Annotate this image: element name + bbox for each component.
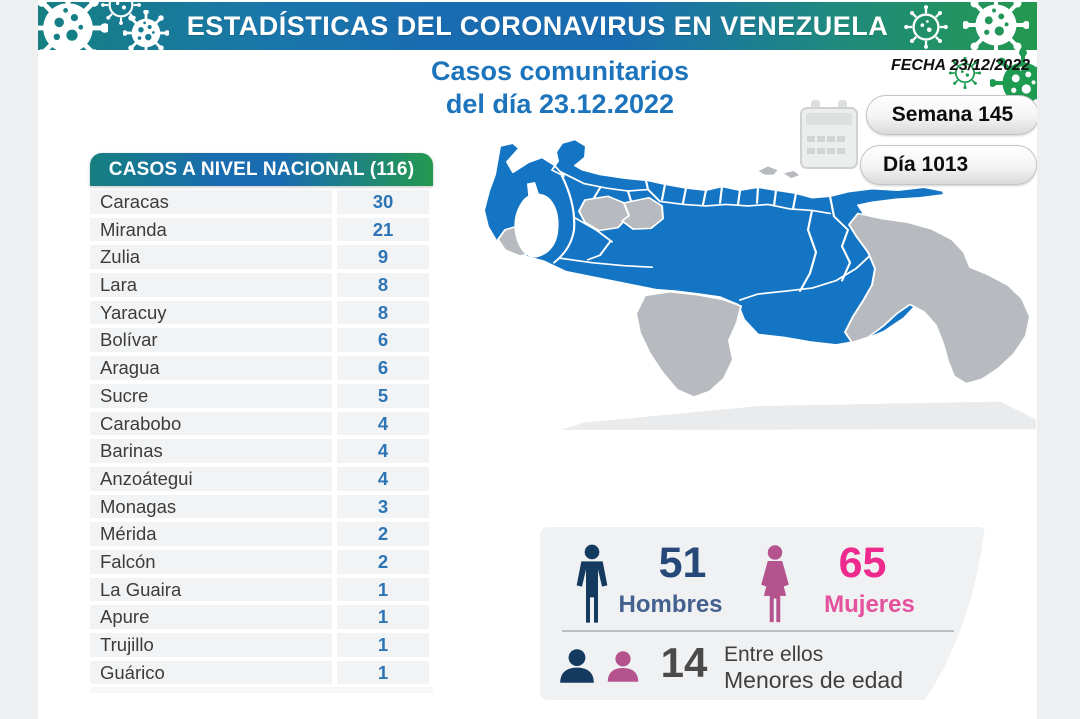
day-badge: Día 1013: [860, 145, 1037, 185]
map-inactive-cojedes: [622, 198, 663, 229]
state-cases: 4: [337, 412, 429, 436]
map-inactive-delta-essequibo: [845, 213, 1030, 383]
state-name: Guárico: [90, 661, 332, 685]
page-title: ESTADÍSTICAS DEL CORONAVIRUS EN VENEZUELA: [186, 10, 889, 41]
state-cases: 8: [337, 273, 429, 297]
state-cases: 1: [337, 578, 429, 602]
table-row: [90, 495, 433, 519]
minors-text: [724, 643, 903, 694]
state-name: Miranda: [90, 218, 332, 242]
table-row: [90, 439, 433, 463]
state-name: Caracas: [90, 190, 332, 214]
subtitle: [310, 55, 810, 121]
state-name: Monagas: [90, 495, 332, 519]
state-name: Sucre: [90, 384, 332, 408]
women-label: Mujeres: [824, 591, 915, 618]
table-row: [90, 522, 433, 546]
minors-line2: Menores de edad: [724, 667, 904, 693]
state-name: Barinas: [90, 439, 332, 463]
minors-count: 14: [660, 639, 708, 686]
table-row: [90, 384, 433, 408]
state-cases: 4: [337, 439, 429, 463]
table-row: [90, 412, 433, 436]
woman-icon: [752, 542, 798, 626]
state-name: Apure: [90, 605, 332, 629]
panel-curl-decoration: [925, 527, 1040, 700]
table-row: [90, 661, 433, 685]
virus-icon: [123, 10, 169, 50]
map-inactive-amazonas: [636, 292, 741, 397]
table-row: [90, 190, 433, 214]
bust-woman-icon: [604, 651, 642, 682]
table-row: [90, 218, 433, 242]
subtitle-line2: del día 23.12.2022: [445, 89, 675, 119]
state-name: Trujillo: [90, 633, 332, 657]
venezuela-map: [470, 135, 1040, 533]
state-name: La Guaira: [90, 578, 332, 602]
state-name: Aragua: [90, 356, 332, 380]
state-cases: 2: [337, 522, 429, 546]
virus-icon: [903, 4, 949, 50]
state-cases: 8: [337, 301, 429, 325]
state-cases: 4: [337, 467, 429, 491]
table-title: CASOS A NIVEL NACIONAL (116): [90, 153, 433, 186]
map-shadow: [560, 402, 1036, 430]
state-name: Bolívar: [90, 328, 332, 352]
men-label: Hombres: [618, 591, 723, 618]
table-footer-shadow: [90, 687, 433, 693]
bust-man-icon: [556, 649, 598, 683]
minors-line1: Entre ellos: [724, 643, 824, 666]
state-name: Falcón: [90, 550, 332, 574]
state-cases: 30: [337, 190, 429, 214]
calendar-icon: [797, 96, 861, 172]
state-cases: 6: [337, 356, 429, 380]
state-name: Lara: [90, 273, 332, 297]
table-row: [90, 578, 433, 602]
virus-icon: [38, 2, 108, 50]
state-cases: 21: [337, 218, 429, 242]
state-cases: 9: [337, 245, 429, 269]
table-row: [90, 328, 433, 352]
state-name: Yaracuy: [90, 301, 332, 325]
table-row: [90, 605, 433, 629]
state-cases: 1: [337, 605, 429, 629]
subtitle-line1: Casos comunitarios: [430, 56, 690, 86]
left-margin-strip: [0, 0, 38, 719]
men-count: 51: [658, 539, 707, 587]
state-cases: 5: [337, 384, 429, 408]
table-row: [90, 633, 433, 657]
week-badge: Semana 145: [866, 95, 1039, 135]
state-cases: 6: [337, 328, 429, 352]
right-margin-strip: [1037, 0, 1080, 719]
cases-table: [90, 153, 433, 693]
header-banner: [38, 2, 1037, 50]
state-name: Mérida: [90, 522, 332, 546]
virus-icon: [963, 2, 1029, 50]
state-cases: 3: [337, 495, 429, 519]
table-row: [90, 356, 433, 380]
date-label: FECHA 23/12/2022: [890, 57, 1030, 74]
state-name: Zulia: [90, 245, 332, 269]
state-cases: 1: [337, 661, 429, 685]
state-name: Anzoátegui: [90, 467, 332, 491]
map-inactive-nueva-esparta: [757, 166, 779, 176]
table-rows: [90, 190, 433, 684]
table-row: [90, 245, 433, 269]
table-row: [90, 467, 433, 491]
state-cases: 2: [337, 550, 429, 574]
state-name: Carabobo: [90, 412, 332, 436]
table-row: [90, 550, 433, 574]
divider: [562, 630, 954, 632]
man-icon: [572, 542, 612, 626]
state-cases: 1: [337, 633, 429, 657]
women-count: 65: [838, 539, 887, 587]
table-row: [90, 273, 433, 297]
table-row: [90, 301, 433, 325]
stats-panel: [540, 527, 987, 700]
